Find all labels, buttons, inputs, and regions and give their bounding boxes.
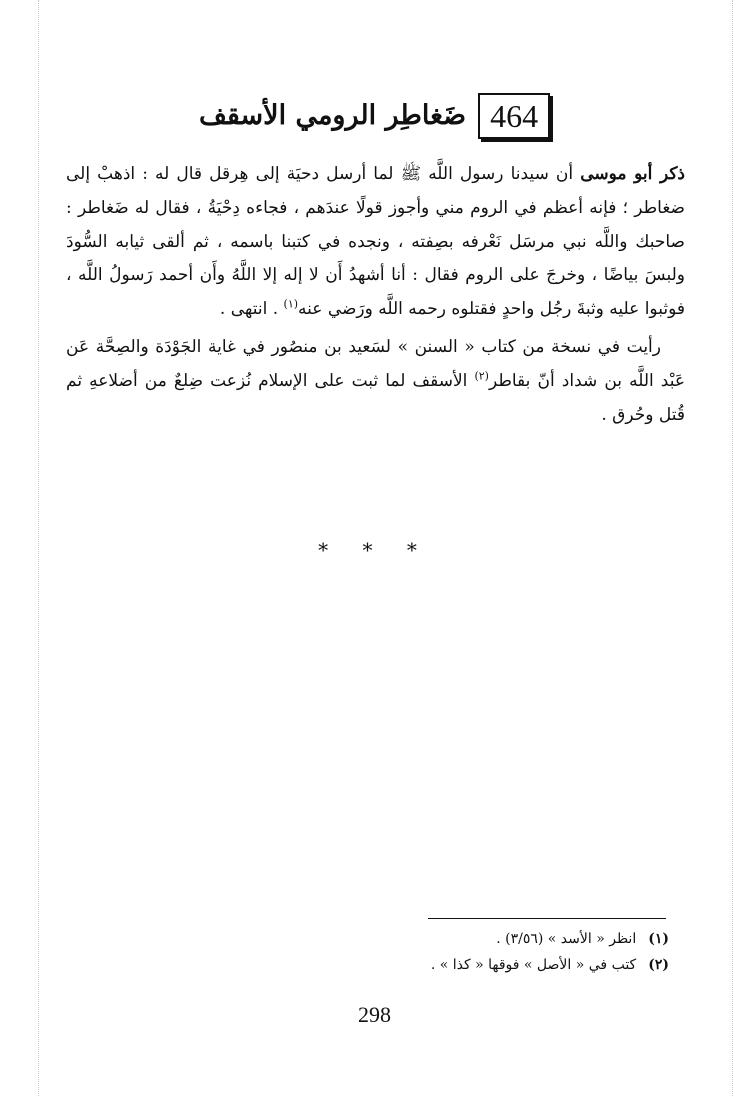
footnote-2-number: (٢) [648,957,669,973]
chapter-header [60,88,689,144]
section-separator: * * * [318,538,431,562]
paragraph-1 [66,158,685,327]
chapter-number-box: 464 [478,93,550,139]
main-text [66,158,685,432]
paragraph-1-end: . انتهى . [219,299,284,320]
footnote-2 [300,952,669,978]
footnote-ref-2: (٢) [474,369,489,383]
footnote-1 [300,926,669,952]
paragraph-1-text: أن سيدنا رسول اللَّه ﷺ لما أرسل دحيَة إلى هِرقل قال له : اذهبْ إلى ضغاطر ؛ فإنه أعظم في الروم مني وأجوز قولًا عندَهم ، فجاءه دِحْيَةُ ، فقال له ضَغاطر : صاحبك واللَّه نبي مرسَل نَعْرفه بصِفته ، ونجده في كتبنا باسمه ، ثم ألقى ثيابه السُّودَ ولبسَ بياضًا ، وخرجَ على الروم فقال : أنا أشهدُ أَن لا إله إلا اللَّهُ وأَن أحمد رَسولُ اللَّه ، فوثبوا عليه وثبةَ رجُل واحدٍ فقتلوه رحمه اللَّه ورَضي عنه [66,164,685,320]
page-number: 298 [358,1002,391,1027]
footnotes [300,926,669,978]
footnote-divider [428,918,666,919]
paragraph-1-lead: ذكر أبو موسى [580,164,685,184]
footnote-1-number: (١) [648,931,669,947]
paragraph-2-end: الأسقف لما ثبت على الإسلام نُزعت ضِلعٌ من أضلاعهِ ثم قُتل وحُرق . [66,370,685,425]
chapter-title: ضَغاطِر الرومي الأسقف [198,100,467,131]
footnote-1-text: انظر « الأسد » (٣/٥٦) . [496,931,637,947]
footnote-2-text: كتب في « الأصل » فوقها « كذا » . [430,957,637,973]
paragraph-2-text: رأيت في نسخة من كتاب « السنن » لسَعيد بن منصُور في غاية الجَوْدَة والصِحَّة عَن عَبْد اللَّه بن شداد أنّ بقاطر [66,336,686,391]
footnote-ref-1: (١) [283,297,299,311]
paragraph-2 [66,331,685,432]
